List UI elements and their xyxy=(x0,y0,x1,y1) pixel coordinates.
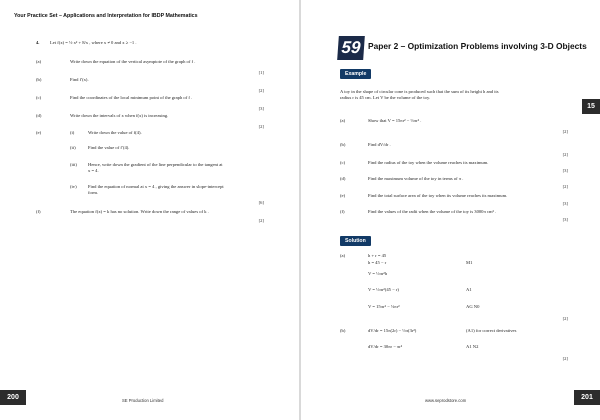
example-intro: A toy in the shape of circular cone is produced such that the sum of its height h and its xyxy=(340,89,499,94)
part-text: Show that V = 15πr² − ⅓πr³ . xyxy=(368,118,422,123)
part-label: (d) xyxy=(340,176,346,181)
part-label: (f) xyxy=(36,209,41,214)
topic-badge: 59 xyxy=(337,36,365,60)
marks: [1] xyxy=(258,70,264,75)
left-page xyxy=(0,0,299,420)
footer-publisher: SE Production Limited xyxy=(122,398,164,403)
solution-mark: A1 N2 xyxy=(466,344,479,349)
part-text: Find the value of f′(4). xyxy=(88,145,130,150)
marks: [2] xyxy=(562,129,568,134)
marks: [2] xyxy=(562,356,568,361)
marks: [3] xyxy=(258,106,264,111)
part-text: Find the total surface area of the toy when its volume reaches its maximum. xyxy=(368,193,508,198)
part-text: The equation f(x) = k has no solution. Write down the range of values of k . xyxy=(70,209,209,214)
example-intro-continued: radius r is 45 cm. Let V be the volume of the toy. xyxy=(340,95,431,100)
part-text: Find dV/dr . xyxy=(368,142,391,147)
part-label: (d) xyxy=(36,113,42,118)
part-label: (e) xyxy=(340,193,346,198)
marks: [6] xyxy=(258,200,264,205)
part-label: (c) xyxy=(340,160,346,165)
part-label: (f) xyxy=(340,209,345,214)
part-text: Write down the intervals of x when f(x) is increasing. xyxy=(70,113,169,118)
solution-line: V = ⅓πr²(45 − r) xyxy=(368,287,399,292)
part-label: (b) xyxy=(340,142,346,147)
footer-website: www.seprodstore.com xyxy=(425,398,467,403)
solution-line: V = ⅓πr²h xyxy=(368,271,388,276)
solution-line: h + r = 45 xyxy=(368,253,387,258)
part-label: (a) xyxy=(340,118,346,123)
solution-mark: A1 xyxy=(466,287,472,292)
solution-mark: AG N0 xyxy=(466,304,480,309)
part-text: Find the maximum volume of the toy in terms of π . xyxy=(368,176,464,181)
part-text: Find the equation of normal at x = 4 , giving the answer in slope-intercept xyxy=(88,184,224,189)
solution-line: dV/dr = 15π(2r) − ⅓π(3r²) xyxy=(368,328,417,333)
solution-line: h = 45 − r xyxy=(368,260,387,265)
marks: [3] xyxy=(562,168,568,173)
part-text: Write down the value of f(4). xyxy=(88,130,142,135)
running-header: Your Practice Set – Applications and Interpretation for IBDP Mathematics xyxy=(14,13,198,19)
subpart-label: (ii) xyxy=(70,145,76,150)
part-label: (e) xyxy=(36,130,42,135)
part-text: Find f′(x). xyxy=(70,77,89,82)
page-number: 200 xyxy=(0,390,26,405)
solution-part-label: (b) xyxy=(340,328,346,333)
solution-label: Solution xyxy=(340,236,371,246)
part-text-continued: x = 4. xyxy=(88,168,99,173)
page-number: 201 xyxy=(574,390,600,405)
marks: [2] xyxy=(258,124,264,129)
part-text: Find the values of the radii when the volume of the toy is 3000π cm³ . xyxy=(368,209,497,214)
topic-title: Paper 2 – Optimization Problems involving 3-D Objects xyxy=(368,41,587,51)
marks: [2] xyxy=(562,152,568,157)
solution-line: V = 15πr² − ⅓πr³ xyxy=(368,304,400,309)
part-text: Hence, write down the gradient of the line perpendicular to the tangent at xyxy=(88,162,223,167)
subpart-label: (iii) xyxy=(70,162,77,167)
example-label: Example xyxy=(340,69,371,79)
marks: [3] xyxy=(562,217,568,222)
part-label: (c) xyxy=(36,95,42,100)
subpart-label: (iv) xyxy=(70,184,77,189)
solution-part-label: (a) xyxy=(340,253,346,258)
question-number: 4. xyxy=(36,40,40,45)
part-label: (b) xyxy=(36,77,42,82)
part-text: Write down the equation of the vertical asymptote of the graph of f . xyxy=(70,59,196,64)
part-text: Find the coordinates of the local minimum point of the graph of f . xyxy=(70,95,193,100)
part-label: (a) xyxy=(36,59,42,64)
marks: [2] xyxy=(258,88,264,93)
solution-mark: M1 xyxy=(466,260,473,265)
part-text: Find the radius of the toy when the volume reaches its maximum. xyxy=(368,160,489,165)
chapter-tab: 15 xyxy=(582,99,600,114)
marks: [2] xyxy=(562,316,568,321)
marks: [3] xyxy=(562,201,568,206)
solution-mark: (A1) for correct derivatives xyxy=(466,328,517,333)
marks: [2] xyxy=(562,184,568,189)
part-text-continued: form. xyxy=(88,190,99,195)
subpart-label: (i) xyxy=(70,130,75,135)
solution-line: dV/dr = 30πr − πr² xyxy=(368,344,403,349)
question-stem: Let f(x) = ½ x² + 8/x , where x ≠ 0 and x ≥ −1 . xyxy=(50,40,137,45)
marks: [2] xyxy=(258,218,264,223)
